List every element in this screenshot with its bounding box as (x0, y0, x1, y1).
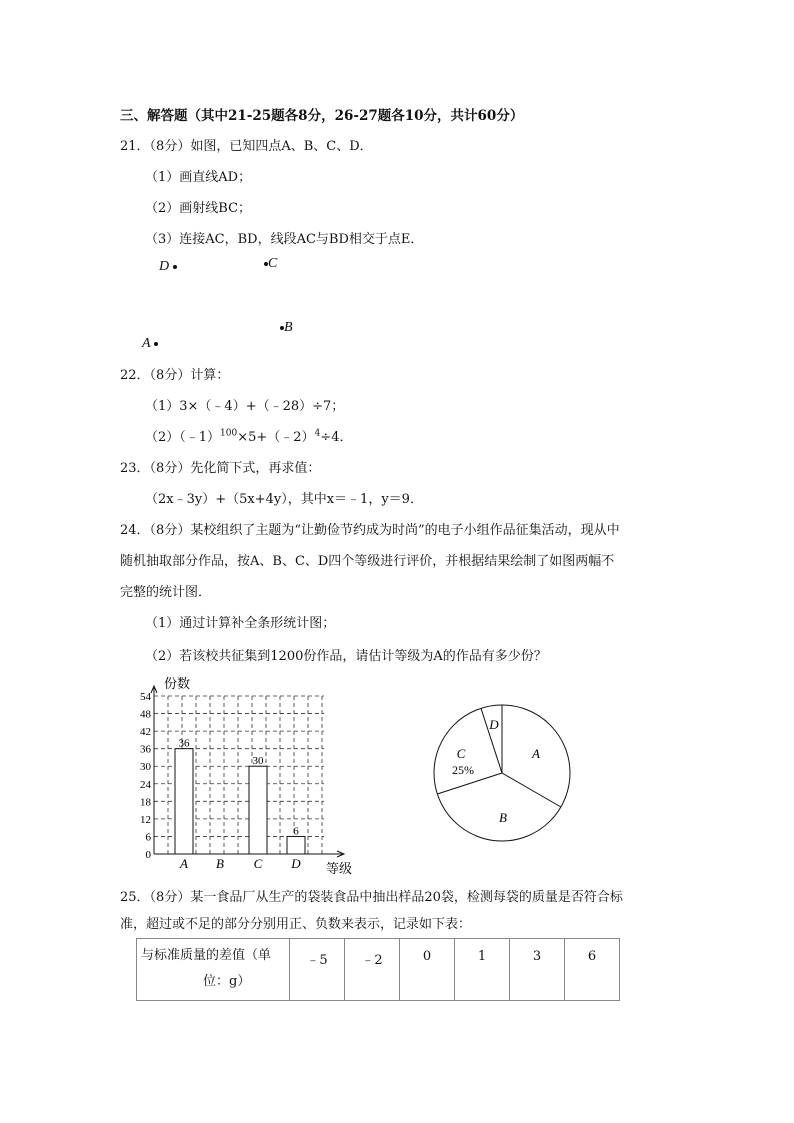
y-tick-label: 30 (140, 761, 151, 774)
point-c-label: C (268, 256, 278, 271)
x-tick-label: D (291, 856, 301, 871)
y-tick-label: 12 (140, 813, 151, 826)
q25-line-2: 准，超过或不足的部分分别用正、负数来表示，记录如下表： (120, 917, 472, 932)
y-tick-label: 42 (140, 726, 151, 739)
bar (175, 749, 193, 854)
bar-value-label: 6 (293, 825, 299, 838)
table-row (137, 939, 620, 1001)
table-cell: 0 (400, 939, 455, 1001)
bar-value-label: 30 (252, 755, 264, 768)
table-cell: ﹣5 (290, 939, 345, 1001)
point-a (142, 336, 158, 352)
y-tick-label: 36 (140, 743, 151, 756)
q22-item-2-part-a: （2）（﹣1） (145, 430, 221, 445)
table-cell: 3 (510, 939, 565, 1001)
bar (249, 766, 267, 854)
q24-line-3: 完整的统计图． (120, 585, 212, 600)
x-tick-label: B (216, 856, 224, 871)
point-d-dot (173, 265, 177, 269)
q22-exp-2: 4 (314, 428, 321, 439)
y-tick-label: 6 (145, 831, 151, 844)
q24-line-1: 24．（8分）某校组织了主题为“让勤俭节约成为时尚”的电子小组作品征集活动，现从中 (120, 523, 620, 538)
q22-exp-1: 100 (220, 428, 238, 439)
q23-head: 23．（8分）先化简下式，再求值： (120, 461, 321, 476)
y-tick-label: 18 (140, 796, 151, 809)
q24-item-1: （1）通过计算补全条形统计图； (145, 616, 336, 631)
point-c (264, 256, 277, 272)
y-tick-label: 0 (145, 849, 151, 861)
point-b-label: B (284, 320, 293, 335)
point-d (159, 259, 177, 275)
table-cell: 1 (455, 939, 510, 1001)
table-header-cell (137, 939, 290, 1001)
bar (287, 836, 305, 854)
point-a-dot (154, 342, 158, 346)
q21-head: 21．（8分）如图，已知四点A、B、C、D． (120, 139, 373, 154)
point-a-label: A (142, 336, 151, 351)
q22-item-2-part-c: ÷4． (320, 430, 353, 445)
point-d-label: D (159, 259, 170, 274)
x-tick-label: C (253, 856, 263, 871)
q22-item-2-part-b: ×5+（﹣2） (237, 430, 315, 445)
bar-value-label: 36 (178, 737, 190, 750)
q24-item-2: （2）若该校共征集到1200份作品，请估计等级为A的作品有多少份？ (145, 649, 547, 664)
q22-head: 22．（8分）计算： (120, 368, 230, 383)
q21-item-3: （3）连接AC，BD，线段AC与BD相交于点E． (145, 232, 424, 247)
pie-slice-label: B (499, 810, 507, 825)
pie-slice-label: A (532, 746, 540, 761)
y-tick-label: 54 (140, 691, 151, 703)
q24-line-2: 随机抽取部分作品，按A、B、C、D四个等级进行评价，并根据结果绘制了如图两幅不 (120, 554, 615, 569)
table-header-line-2: 位：g） (203, 974, 251, 989)
q22-item-2 (145, 426, 352, 445)
point-b (280, 320, 293, 336)
q22-item-1: （1）3×（﹣4）+（﹣28）÷7； (145, 399, 345, 414)
q25-line-1: 25．（8分）某一食品厂从生产的袋装食品中抽出样品20袋，检测每袋的质量是否符合标 (120, 890, 623, 905)
bar-chart (128, 668, 368, 880)
x-axis-title: 等级 (326, 861, 353, 876)
y-tick-label: 24 (140, 778, 151, 791)
q21-item-1: （1）画直线AD； (145, 170, 252, 185)
pie-chart (426, 700, 606, 850)
section-title: 三、解答题（其中21-25题各8分，26-27题各10分，共计60分） (120, 108, 524, 124)
q23-expression: （2x﹣3y）+（5x+4y），其中x＝﹣1，y＝9． (145, 492, 423, 507)
table-cell: ﹣2 (345, 939, 400, 1001)
table-cell: 6 (565, 939, 620, 1001)
pie-percent-label: 25% (452, 763, 474, 777)
y-axis-title: 份数 (164, 676, 191, 691)
pie-slice-label: D (489, 717, 499, 732)
q25-table (136, 938, 620, 1001)
x-tick-label: A (180, 856, 188, 871)
table-header-line-1: 与标准质量的差值（单 (141, 948, 272, 963)
q21-item-2: （2）画射线BC； (145, 201, 252, 216)
pie-slice-label: C (456, 746, 466, 761)
y-tick-label: 48 (140, 708, 151, 721)
